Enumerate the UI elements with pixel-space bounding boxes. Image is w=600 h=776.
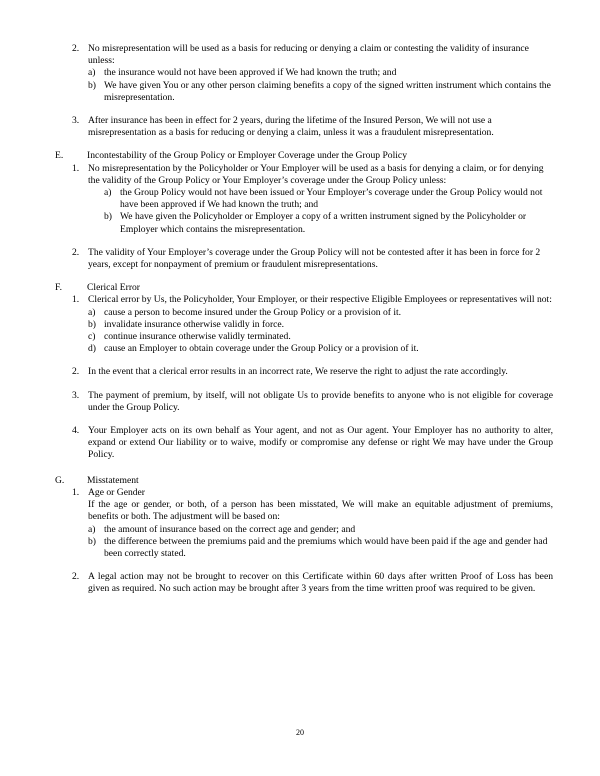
list-marker: 1. [72, 294, 80, 306]
list-marker: b) [88, 318, 96, 330]
list-item-text: The validity of Your Employer’s coverage under the Group Policy will not be contested after it has been in force for 2 years, except for nonpayment of premium or fraudulent misrepresentations. [88, 246, 541, 271]
paragraph [88, 499, 553, 523]
list-marker: 2. [72, 43, 80, 54]
block-spacer [47, 462, 553, 475]
list-item [104, 187, 553, 211]
list-item-text: We have given You or any other person claiming benefits a copy of the signed written instrument which contains the misrepresentation. [104, 79, 551, 103]
list-item-text: the difference between the premiums paid and the premiums which would have been paid if the age and gender had been correctly stated. [104, 535, 548, 559]
list-item-text: Incontestability of the Group Policy or Employer Coverage under the Group Policy [87, 150, 407, 162]
list-item [55, 282, 553, 294]
list-item-text: If the age or gender, or both, of a person has been misstated, We will make an equitable adjustment of premiums, benefits or both. The adjustment will be based on: [88, 499, 553, 523]
list-item-text: No misrepresentation by the Policyholder or Your Employer will be used as a basis for denying a claim, or for denying the validity of the Group Policy or Your Employer’s coverage under the Group Policy unless: [88, 162, 544, 186]
list-item [55, 475, 553, 487]
list-marker: a) [88, 523, 96, 535]
list-item [88, 524, 553, 536]
list-item [104, 211, 553, 235]
list-marker: 1. [72, 486, 80, 498]
list-marker: b) [88, 79, 96, 91]
list-marker: b) [88, 535, 96, 547]
block-spacer [47, 355, 553, 366]
block-spacer [47, 236, 553, 247]
block-spacer [47, 139, 553, 150]
list-item-text: invalidate insurance otherwise validly in force. [104, 318, 285, 330]
list-item [72, 163, 553, 187]
list-item [55, 150, 553, 162]
list-item [72, 425, 553, 462]
block-spacer [47, 379, 553, 390]
list-item [72, 115, 553, 139]
list-item [72, 390, 553, 414]
list-marker: 1. [72, 162, 80, 174]
list-marker: 2. [72, 366, 80, 378]
list-item-text: cause a person to become insured under the Group Policy or a provision of it. [104, 306, 402, 318]
list-item-text: Age or Gender [88, 486, 146, 498]
list-item [72, 294, 553, 306]
list-item-text: After insurance has been in effect for 2 years, during the lifetime of the Insured Person, We will not use a misrepresentation as a basis for reducing or denying a claim, unless it was a fraudulent misrepresentation. [88, 115, 494, 139]
list-item-text: Misstatement [87, 474, 139, 486]
list-marker: 2. [72, 571, 80, 583]
list-item-text: Clerical error by Us, the Policyholder, Your Employer, or their respective Eligible Employees or representatives will not: [88, 294, 552, 306]
list-marker: 4. [72, 425, 80, 437]
list-item-text: the insurance would not have been approved if We had known the truth; and [104, 67, 397, 79]
page-number: 20 [296, 728, 304, 737]
list-item [88, 307, 553, 319]
block-spacer [47, 414, 553, 425]
list-item [88, 331, 553, 343]
list-item-text: the amount of insurance based on the correct age and gender; and [104, 523, 356, 535]
list-item [72, 247, 553, 271]
list-item-text: the Group Policy would not have been issued or Your Employer’s coverage under the Group Policy would not have been approved if We had known the truth; and [120, 187, 543, 211]
block-spacer [47, 560, 553, 571]
list-item [88, 319, 553, 331]
list-item [88, 343, 553, 355]
list-item-text: No misrepresentation will be used as a basis for reducing or denying a claim or contesting the validity of insurance unless: [88, 43, 529, 67]
list-marker: E. [55, 150, 64, 162]
list-item-text: In the event that a clerical error results in an incorrect rate, We reserve the right to adjust the rate accordingly. [88, 366, 508, 378]
block-spacer [47, 104, 553, 115]
list-item [72, 487, 553, 499]
list-marker: F. [55, 282, 62, 294]
list-item-text: The payment of premium, by itself, will not obligate Us to provide benefits to anyone who is not eligible for coverage under the Group Policy. [88, 389, 553, 413]
list-marker: 2. [72, 246, 80, 258]
list-item-text: We have given the Policyholder or Employer a copy of a written instrument signed by the Policyholder or Employer which contains the misrepresentation. [120, 211, 527, 235]
list-item-text: Clerical Error [87, 282, 141, 294]
list-marker: b) [104, 211, 112, 223]
list-marker: 3. [72, 115, 80, 127]
list-marker: a) [88, 67, 96, 79]
list-marker: d) [88, 343, 96, 355]
list-item-text: A legal action may not be brought to recover on this Certificate within 60 days after written Proof of Loss has been given as required. No such action may be brought after 3 years from the time written proof was required to be given. [88, 571, 553, 595]
list-item-text: continue insurance otherwise validly terminated. [104, 331, 291, 343]
list-item-text: cause an Employer to obtain coverage under the Group Policy or a provision of it. [104, 343, 419, 355]
list-item [72, 43, 553, 67]
list-item [88, 536, 553, 560]
list-item [72, 571, 553, 595]
list-marker: a) [104, 187, 112, 199]
list-item [88, 80, 553, 104]
list-item [88, 67, 553, 79]
list-marker: G. [55, 474, 65, 486]
list-marker: c) [88, 331, 96, 343]
list-marker: 3. [72, 389, 80, 401]
list-marker: a) [88, 306, 96, 318]
list-item-text: Your Employer acts on its own behalf as Your agent, and not as Our agent. Your Employer has no authority to alter, expand or extend Our liability or to waive, modify or compromise any defense or right We may have under the Group Policy. [88, 425, 553, 461]
document-body [47, 43, 553, 596]
list-item [72, 366, 553, 378]
block-spacer [47, 271, 553, 282]
